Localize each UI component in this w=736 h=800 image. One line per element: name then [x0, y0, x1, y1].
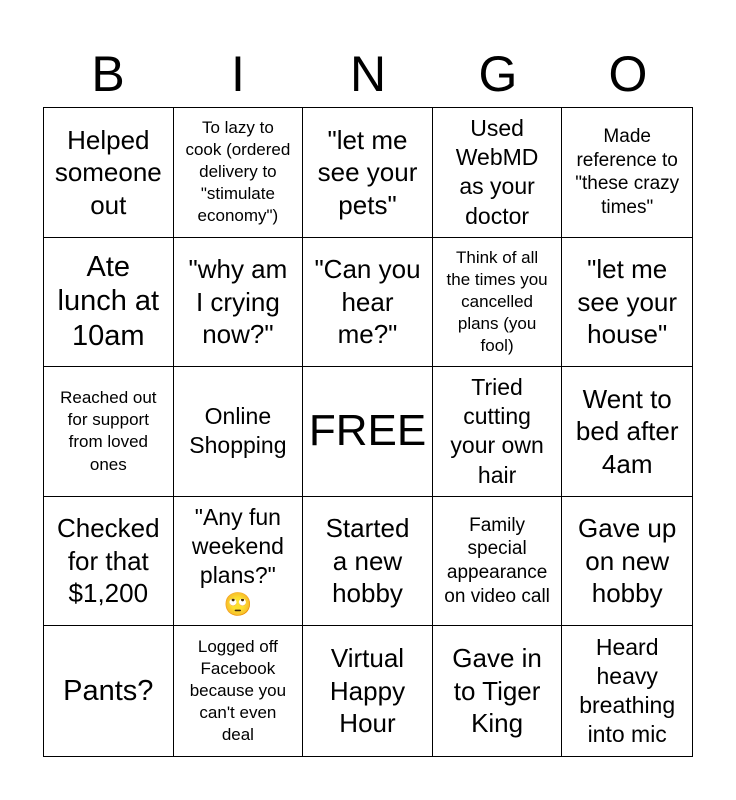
bingo-cell-label: Used WebMD as your doctor	[455, 114, 539, 229]
header-letter-o: O	[608, 46, 648, 102]
bingo-cell-r4-c3[interactable]	[303, 497, 433, 627]
bingo-board	[43, 107, 693, 757]
bingo-cell-r1-c5[interactable]	[562, 108, 692, 238]
bingo-cell-r3-c1[interactable]	[44, 367, 174, 497]
bingo-cell-label: Checked for that $1,200	[56, 513, 160, 609]
bingo-cell-label: Family special appearance on video call	[444, 514, 550, 607]
bingo-cell-label: "Can you hear me?"	[314, 254, 421, 350]
bingo-cell-label: Ate lunch at 10am	[57, 250, 160, 353]
bingo-cell-label: "why am I crying now?"	[188, 254, 288, 350]
bingo-cell-r3-c4[interactable]	[433, 367, 563, 497]
bingo-cell-label: Virtual Happy Hour	[329, 643, 406, 739]
bingo-cell-label: Tried cutting your own hair	[450, 374, 544, 488]
bingo-cell-r5-c4[interactable]	[433, 626, 563, 756]
bingo-cell-label: FREE	[308, 406, 427, 456]
header-letter-b: B	[91, 46, 125, 102]
bingo-cell-r3-c5[interactable]	[562, 367, 692, 497]
bingo-cell-r3-c2[interactable]	[174, 367, 304, 497]
bingo-cell-label: Pants?	[63, 674, 154, 707]
bingo-cell-r5-c5[interactable]	[562, 626, 692, 756]
header-letter-g: G	[478, 46, 518, 102]
bingo-cell-label: Made reference to "these crazy times"	[575, 125, 680, 219]
bingo-cell-r1-c4[interactable]	[433, 108, 563, 238]
bingo-cell-r4-c1[interactable]	[44, 497, 174, 627]
header-letter-n: N	[349, 46, 387, 102]
bingo-cell-r4-c2[interactable]	[174, 497, 304, 627]
bingo-cell-r2-c2[interactable]	[174, 238, 304, 368]
bingo-cell-label: Gave in to Tiger King	[452, 643, 542, 739]
bingo-cell-label: "Any fun weekend plans?" 🙄	[191, 503, 284, 618]
bingo-cell-r2-c1[interactable]	[44, 238, 174, 368]
bingo-cell-label: Gave up on new hobby	[578, 513, 677, 609]
bingo-cell-r4-c5[interactable]	[562, 497, 692, 627]
bingo-cell-r4-c4[interactable]	[433, 497, 563, 627]
bingo-cell-r5-c1[interactable]	[44, 626, 174, 756]
bingo-cell-r5-c2[interactable]	[174, 626, 304, 756]
bingo-cell-label: Heard heavy breathing into mic	[579, 633, 676, 748]
free-space-cell[interactable]	[303, 367, 433, 497]
bingo-cell-label: Went to bed after 4am	[575, 383, 679, 479]
bingo-cell-r5-c3[interactable]	[303, 626, 433, 756]
bingo-cell-r2-c3[interactable]	[303, 238, 433, 368]
bingo-cell-label: Online Shopping	[189, 403, 287, 459]
bingo-cell-r1-c2[interactable]	[174, 108, 304, 238]
bingo-cell-label: Helped someone out	[54, 124, 162, 220]
bingo-cell-r1-c1[interactable]	[44, 108, 174, 238]
bingo-cell-label: Think of all the times you cancelled plans (you fool)	[446, 247, 548, 356]
bingo-cell-label: Reached out for support from loved ones	[60, 388, 157, 474]
bingo-cell-label: Logged off Facebook because you can't even deal	[189, 636, 287, 745]
bingo-cell-r2-c4[interactable]	[433, 238, 563, 368]
bingo-cell-r1-c3[interactable]	[303, 108, 433, 238]
bingo-cell-label: "let me see your house"	[577, 254, 678, 350]
bingo-cell-r2-c5[interactable]	[562, 238, 692, 368]
bingo-header	[43, 42, 693, 106]
bingo-cell-label: "let me see your pets"	[317, 124, 418, 220]
header-letter-i: I	[231, 46, 245, 102]
bingo-cell-label: To lazy to cook (ordered delivery to "stimulate economy")	[185, 118, 291, 226]
bingo-cell-label: Started a new hobby	[325, 513, 410, 609]
